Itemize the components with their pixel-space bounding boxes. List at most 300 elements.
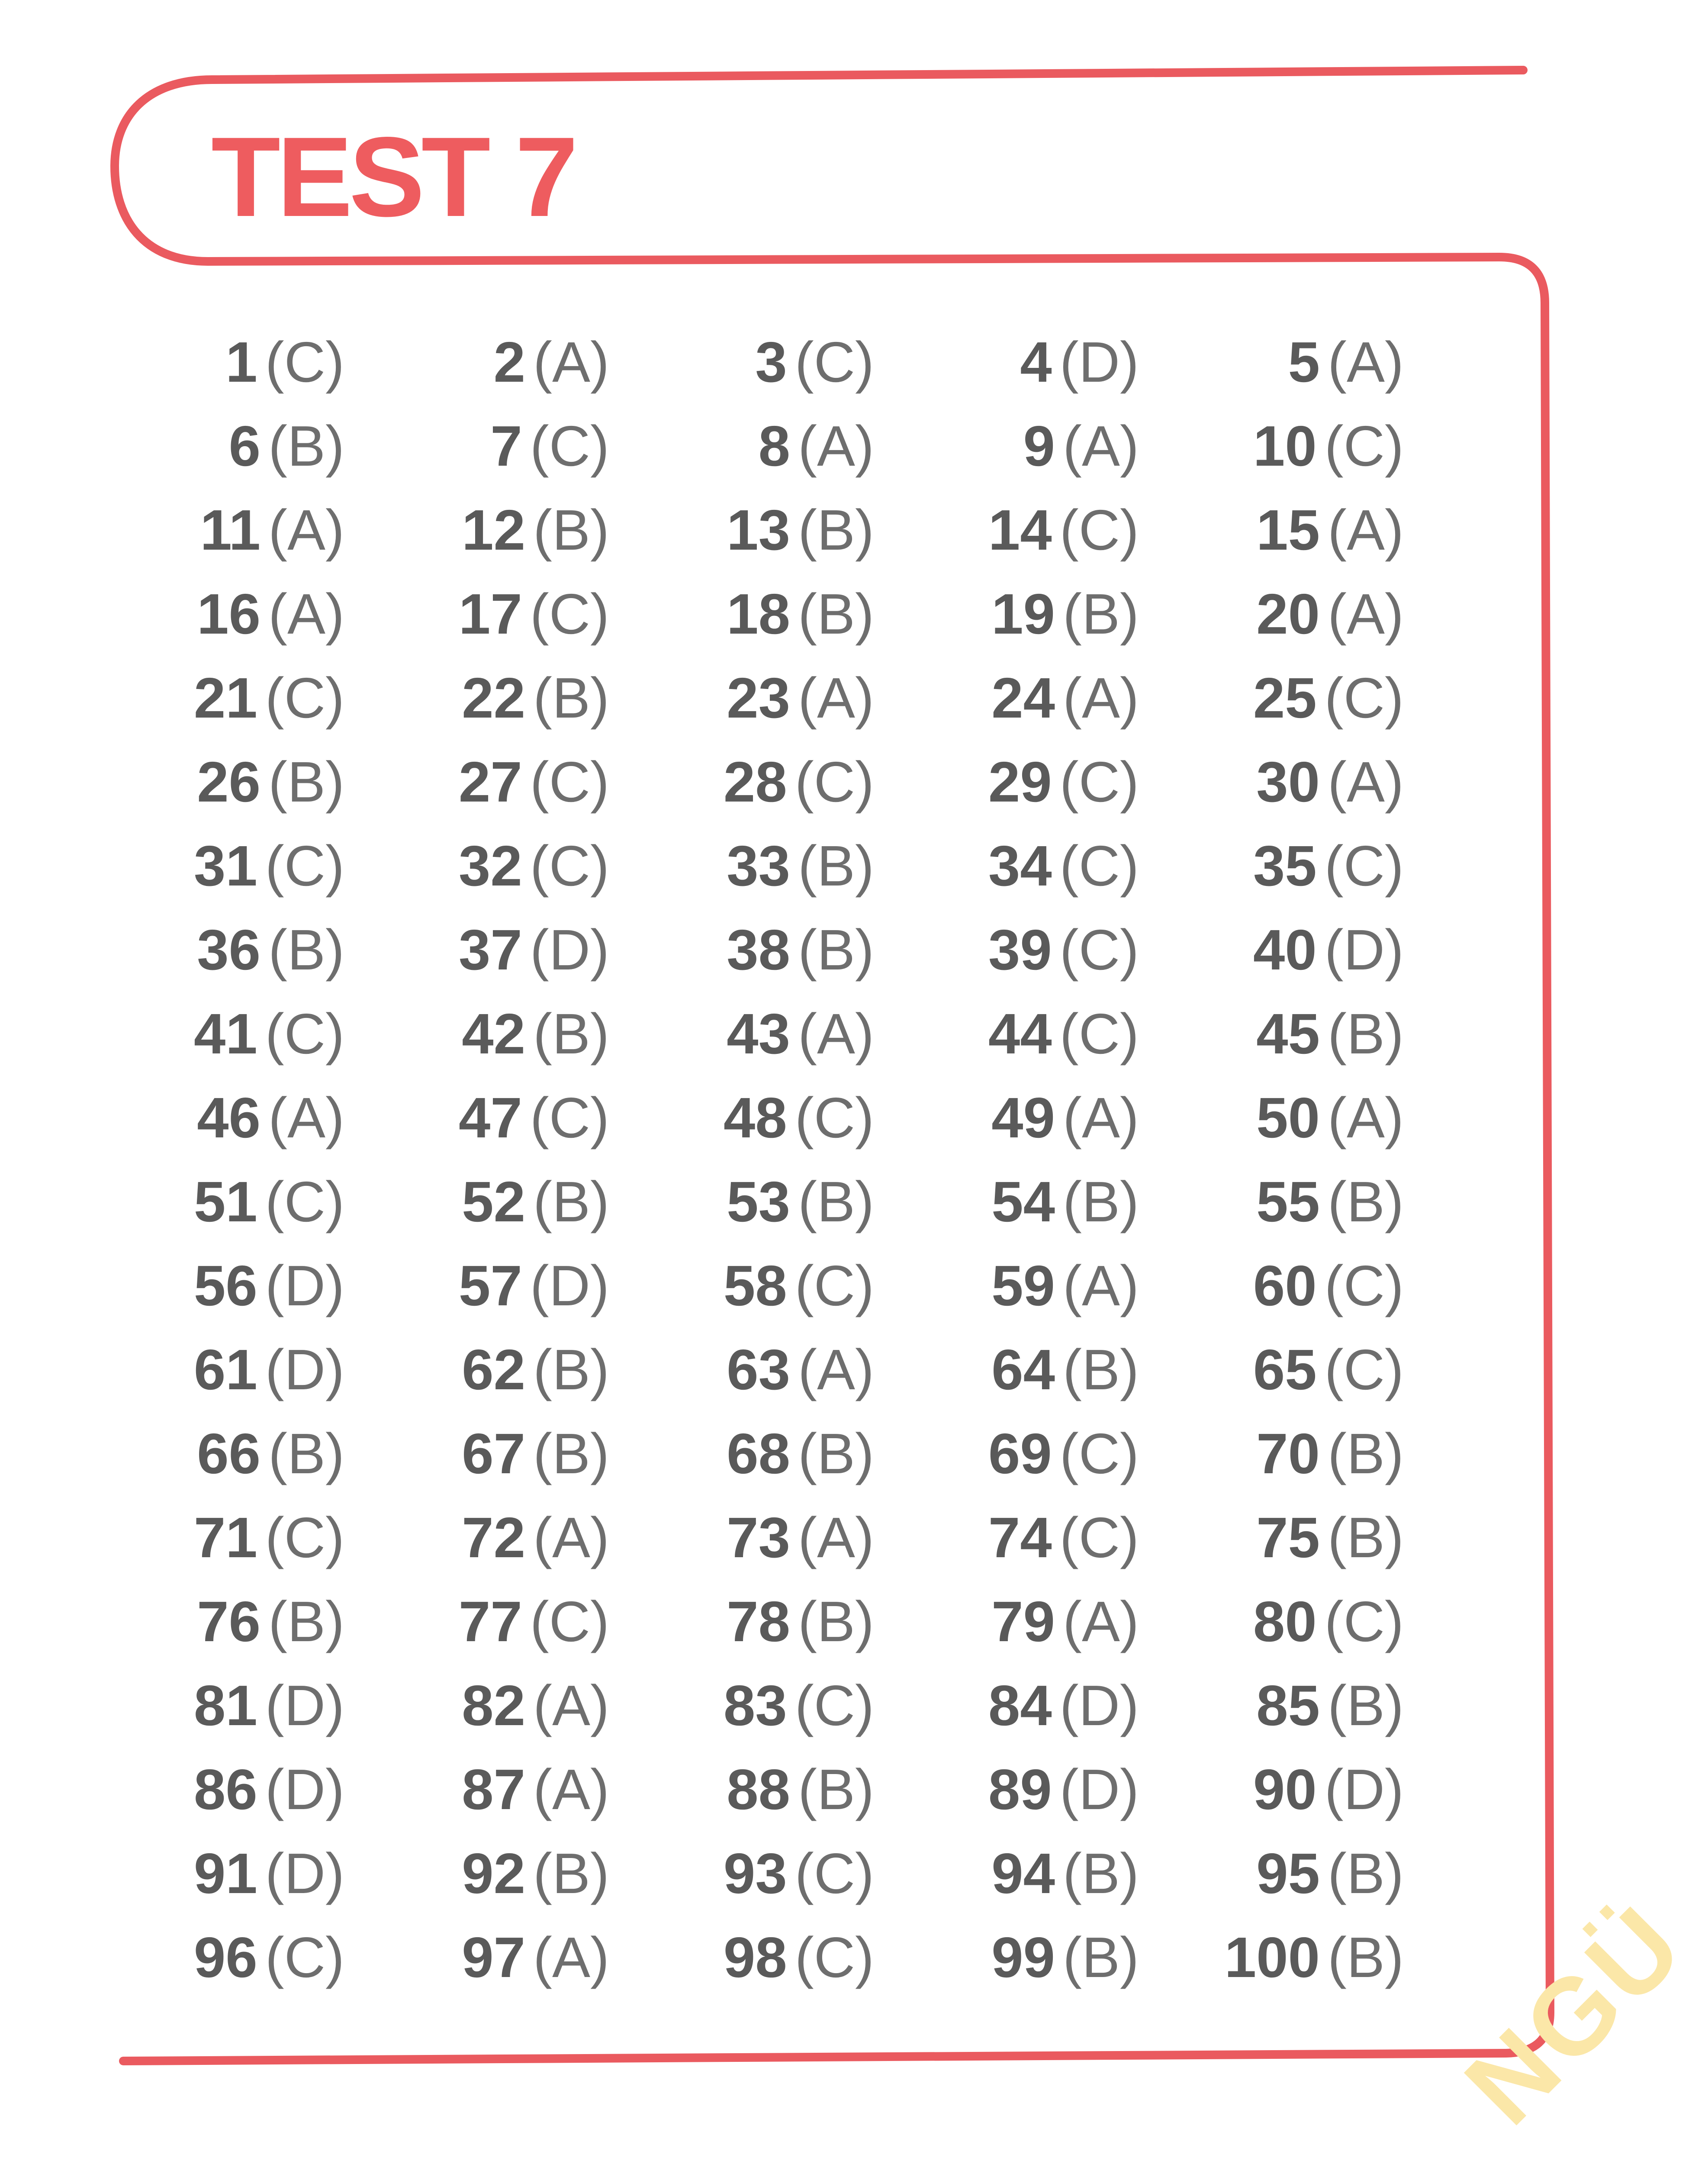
answer-item (421, 1832, 685, 1916)
answer-choice: (C) (794, 1842, 874, 1905)
answer-choice: (B) (268, 918, 344, 982)
answer-item (421, 740, 685, 824)
answer-choice: (B) (798, 498, 874, 562)
question-number: 46 (197, 1086, 261, 1150)
answer-item (1215, 1664, 1480, 1748)
question-number: 64 (991, 1338, 1055, 1401)
answer-item (685, 824, 950, 908)
answer-item (421, 1580, 685, 1664)
answer-choice: (A) (798, 1338, 874, 1401)
question-number: 30 (1256, 750, 1320, 814)
question-number: 66 (197, 1422, 261, 1485)
question-number: 99 (991, 1926, 1055, 1989)
answer-item (421, 1748, 685, 1832)
answer-choice: (D) (530, 918, 609, 982)
answer-item (1215, 824, 1480, 908)
question-number: 81 (193, 1674, 257, 1737)
question-number: 43 (727, 1002, 791, 1066)
answer-choice: (C) (1324, 1254, 1404, 1317)
question-number: 65 (1253, 1338, 1317, 1401)
answer-choice: (B) (1328, 1170, 1404, 1233)
answer-item (685, 1412, 950, 1496)
answer-choice: (A) (798, 1506, 874, 1569)
question-number: 96 (193, 1926, 257, 1989)
answer-choice: (C) (530, 1590, 609, 1653)
question-number: 13 (727, 498, 791, 562)
question-number: 94 (991, 1842, 1055, 1905)
question-number: 90 (1253, 1758, 1317, 1821)
answer-choice: (B) (1328, 1926, 1404, 1989)
answer-choice: (B) (533, 1842, 609, 1905)
question-number: 41 (193, 1002, 257, 1066)
answer-item (421, 1496, 685, 1580)
answer-choice: (C) (530, 414, 609, 478)
answer-item (421, 824, 685, 908)
answer-item (950, 1160, 1215, 1244)
question-number: 40 (1253, 918, 1317, 982)
answer-choice: (C) (1059, 1506, 1139, 1569)
answer-choice: (C) (794, 1926, 874, 1989)
answer-item (950, 1748, 1215, 1832)
answer-choice: (B) (1063, 1926, 1139, 1989)
answer-choice: (A) (1328, 582, 1404, 646)
question-number: 60 (1253, 1254, 1317, 1317)
answer-choice: (D) (1059, 330, 1139, 394)
question-number: 21 (193, 666, 257, 730)
answer-choice: (A) (533, 1758, 609, 1821)
answer-item (950, 908, 1215, 992)
answer-choice: (A) (1328, 498, 1404, 562)
answer-item (421, 908, 685, 992)
answer-choice: (C) (265, 330, 344, 394)
answer-choice: (A) (1328, 1086, 1404, 1150)
answer-item (685, 1244, 950, 1328)
page-title: TEST 7 (211, 113, 575, 240)
answer-choice: (A) (798, 414, 874, 478)
answer-choice: (D) (265, 1338, 344, 1401)
question-number: 3 (755, 330, 787, 394)
answer-choice: (C) (1059, 498, 1139, 562)
question-number: 20 (1256, 582, 1320, 646)
answer-choice: (B) (268, 414, 344, 478)
answer-choice: (B) (798, 1170, 874, 1233)
answer-choice: (A) (1063, 1254, 1139, 1317)
answer-item (685, 1832, 950, 1916)
question-number: 84 (988, 1674, 1052, 1737)
question-number: 29 (988, 750, 1052, 814)
question-number: 50 (1256, 1086, 1320, 1150)
answer-choice: (B) (1328, 1842, 1404, 1905)
answer-item (1215, 1244, 1480, 1328)
question-number: 88 (727, 1758, 791, 1821)
answer-item (1215, 908, 1480, 992)
answer-choice: (C) (1324, 834, 1404, 898)
answer-choice: (A) (533, 1506, 609, 1569)
question-number: 19 (991, 582, 1055, 646)
answer-choice: (C) (794, 1674, 874, 1737)
watermark: NGÜ (1442, 1882, 1707, 2147)
question-number: 89 (988, 1758, 1052, 1821)
answer-choice: (B) (533, 1170, 609, 1233)
question-number: 14 (988, 498, 1052, 562)
question-number: 71 (193, 1506, 257, 1569)
question-number: 18 (727, 582, 791, 646)
answer-item (1215, 1916, 1480, 2000)
answer-item (156, 656, 421, 740)
answer-item (950, 1496, 1215, 1580)
question-number: 51 (193, 1170, 257, 1233)
question-number: 75 (1256, 1506, 1320, 1569)
answer-item (156, 740, 421, 824)
answer-choice: (D) (1059, 1758, 1139, 1821)
answer-choice: (B) (798, 834, 874, 898)
answer-choice: (B) (268, 1422, 344, 1485)
answer-item (685, 1160, 950, 1244)
answer-choice: (C) (1059, 1002, 1139, 1066)
answer-choice: (A) (533, 1674, 609, 1737)
question-number: 16 (197, 582, 261, 646)
answer-choice: (B) (1328, 1002, 1404, 1066)
answer-item (1215, 1748, 1480, 1832)
answer-item (950, 740, 1215, 824)
question-number: 76 (197, 1590, 261, 1653)
question-number: 86 (193, 1758, 257, 1821)
question-number: 44 (988, 1002, 1052, 1066)
question-number: 28 (723, 750, 787, 814)
answer-item (1215, 320, 1480, 404)
answer-item (685, 1496, 950, 1580)
question-number: 27 (458, 750, 522, 814)
answer-choice: (B) (533, 666, 609, 730)
answer-item (156, 1160, 421, 1244)
answer-item (1215, 1328, 1480, 1412)
answer-choice: (B) (268, 750, 344, 814)
answer-choice: (D) (1324, 1758, 1404, 1821)
answer-choice: (C) (1059, 834, 1139, 898)
answer-item (1215, 1160, 1480, 1244)
answer-choice: (C) (1059, 918, 1139, 982)
answer-choice: (C) (265, 1926, 344, 1989)
question-number: 74 (988, 1506, 1052, 1569)
answer-item (421, 404, 685, 488)
answer-choice: (A) (1063, 666, 1139, 730)
answer-item (156, 1916, 421, 2000)
question-number: 6 (228, 414, 261, 478)
answer-choice: (C) (265, 666, 344, 730)
question-number: 25 (1253, 666, 1317, 730)
answer-choice: (B) (533, 1338, 609, 1401)
question-number: 47 (458, 1086, 522, 1150)
answer-item (156, 1412, 421, 1496)
answer-item (421, 488, 685, 572)
answer-item (421, 1244, 685, 1328)
answer-choice: (C) (530, 750, 609, 814)
answer-item (950, 1580, 1215, 1664)
question-number: 11 (200, 498, 261, 562)
answer-choice: (C) (794, 1086, 874, 1150)
answer-item (421, 1412, 685, 1496)
question-number: 36 (197, 918, 261, 982)
answer-choice: (C) (794, 330, 874, 394)
question-number: 82 (462, 1674, 526, 1737)
answer-choice: (A) (533, 1926, 609, 1989)
answer-choice: (C) (794, 1254, 874, 1317)
answer-choice: (C) (1059, 750, 1139, 814)
question-number: 87 (462, 1758, 526, 1821)
answer-choice: (C) (1324, 414, 1404, 478)
question-number: 56 (193, 1254, 257, 1317)
question-number: 95 (1256, 1842, 1320, 1905)
answer-item (685, 1328, 950, 1412)
question-number: 79 (991, 1590, 1055, 1653)
answer-item (421, 1916, 685, 2000)
answer-item (421, 1160, 685, 1244)
question-number: 7 (490, 414, 522, 478)
question-number: 4 (1020, 330, 1052, 394)
answer-choice: (D) (265, 1842, 344, 1905)
question-number: 63 (727, 1338, 791, 1401)
question-number: 83 (723, 1674, 787, 1737)
answer-choice: (A) (1063, 1086, 1139, 1150)
answer-item (1215, 656, 1480, 740)
question-number: 59 (991, 1254, 1055, 1317)
answer-choice: (C) (794, 750, 874, 814)
answer-item (950, 320, 1215, 404)
question-number: 91 (193, 1842, 257, 1905)
answer-choice: (A) (1063, 414, 1139, 478)
answer-choice: (C) (265, 1170, 344, 1233)
question-number: 34 (988, 834, 1052, 898)
answer-choice: (B) (533, 1422, 609, 1485)
question-number: 98 (723, 1926, 787, 1989)
question-number: 42 (462, 1002, 526, 1066)
question-number: 58 (723, 1254, 787, 1317)
question-number: 69 (988, 1422, 1052, 1485)
answer-choice: (B) (268, 1590, 344, 1653)
answer-item (156, 1496, 421, 1580)
answer-item (950, 1832, 1215, 1916)
question-number: 68 (727, 1422, 791, 1485)
question-number: 72 (462, 1506, 526, 1569)
answer-choice: (C) (1324, 1590, 1404, 1653)
answer-item (950, 1244, 1215, 1328)
answer-item (950, 572, 1215, 656)
answer-choice: (B) (1063, 1842, 1139, 1905)
answer-choice: (C) (265, 1002, 344, 1066)
question-number: 54 (991, 1170, 1055, 1233)
answer-item (950, 824, 1215, 908)
answer-item (156, 1076, 421, 1160)
answer-item (1215, 740, 1480, 824)
answer-item (685, 1580, 950, 1664)
question-number: 37 (458, 918, 522, 982)
question-number: 32 (458, 834, 522, 898)
question-number: 61 (193, 1338, 257, 1401)
answer-item (685, 656, 950, 740)
answer-choice: (D) (265, 1254, 344, 1317)
answer-choice: (A) (1063, 1590, 1139, 1653)
question-number: 24 (991, 666, 1055, 730)
answer-choice: (D) (265, 1674, 344, 1737)
answer-item (950, 488, 1215, 572)
answer-item (421, 992, 685, 1076)
answer-item (156, 572, 421, 656)
answer-item (685, 1664, 950, 1748)
answer-item (950, 1664, 1215, 1748)
answer-item (685, 320, 950, 404)
question-number: 57 (458, 1254, 522, 1317)
answer-item (156, 488, 421, 572)
answer-choice: (B) (1328, 1674, 1404, 1737)
question-number: 78 (727, 1590, 791, 1653)
question-number: 5 (1288, 330, 1320, 394)
answer-item (421, 1076, 685, 1160)
answer-item (685, 572, 950, 656)
answer-choice: (C) (265, 834, 344, 898)
question-number: 10 (1253, 414, 1317, 478)
answer-choice: (C) (1324, 666, 1404, 730)
answer-choice: (C) (1324, 1338, 1404, 1401)
answer-item (421, 320, 685, 404)
question-number: 15 (1256, 498, 1320, 562)
answer-choice: (B) (1328, 1506, 1404, 1569)
question-number: 67 (462, 1422, 526, 1485)
answer-choice: (B) (798, 582, 874, 646)
question-number: 9 (1023, 414, 1055, 478)
answer-item (685, 1916, 950, 2000)
answer-item (156, 404, 421, 488)
question-number: 80 (1253, 1590, 1317, 1653)
answer-choice: (A) (268, 1086, 344, 1150)
answer-choice: (D) (1059, 1674, 1139, 1737)
answer-item (421, 1328, 685, 1412)
question-number: 22 (462, 666, 526, 730)
answer-item (685, 1748, 950, 1832)
answer-choice: (B) (1063, 582, 1139, 646)
answer-choice: (D) (265, 1758, 344, 1821)
answer-choice: (B) (798, 1422, 874, 1485)
answer-choice: (B) (798, 918, 874, 982)
question-number: 93 (723, 1842, 787, 1905)
answer-choice: (B) (798, 1758, 874, 1821)
answer-grid (156, 320, 1480, 2000)
answer-item (1215, 1580, 1480, 1664)
answer-choice: (A) (1328, 750, 1404, 814)
answer-item (685, 908, 950, 992)
answer-choice: (C) (265, 1506, 344, 1569)
question-number: 97 (462, 1926, 526, 1989)
question-number: 100 (1224, 1926, 1320, 1989)
question-number: 48 (723, 1086, 787, 1150)
answer-item (685, 740, 950, 824)
question-number: 70 (1256, 1422, 1320, 1485)
answer-choice: (B) (1328, 1422, 1404, 1485)
question-number: 77 (458, 1590, 522, 1653)
answer-item (1215, 572, 1480, 656)
answer-choice: (A) (798, 666, 874, 730)
answer-item (156, 1328, 421, 1412)
answer-item (950, 656, 1215, 740)
answer-item (1215, 404, 1480, 488)
answer-choice: (B) (798, 1590, 874, 1653)
answer-choice: (A) (268, 582, 344, 646)
answer-item (950, 1328, 1215, 1412)
answer-item (685, 488, 950, 572)
answer-item (156, 824, 421, 908)
question-number: 23 (727, 666, 791, 730)
answer-choice: (D) (1324, 918, 1404, 982)
answer-choice: (D) (530, 1254, 609, 1317)
answer-choice: (B) (1063, 1170, 1139, 1233)
answer-choice: (C) (530, 834, 609, 898)
question-number: 35 (1253, 834, 1317, 898)
question-number: 53 (727, 1170, 791, 1233)
question-number: 92 (462, 1842, 526, 1905)
question-number: 2 (493, 330, 526, 394)
question-number: 45 (1256, 1002, 1320, 1066)
answer-item (1215, 992, 1480, 1076)
answer-item (156, 1580, 421, 1664)
answer-item (156, 320, 421, 404)
question-number: 33 (727, 834, 791, 898)
answer-item (950, 1076, 1215, 1160)
question-number: 49 (991, 1086, 1055, 1150)
answer-item (950, 992, 1215, 1076)
question-number: 55 (1256, 1170, 1320, 1233)
answer-item (685, 1076, 950, 1160)
question-number: 26 (197, 750, 261, 814)
answer-item (1215, 488, 1480, 572)
answer-choice: (A) (1328, 330, 1404, 394)
answer-item (156, 1832, 421, 1916)
question-number: 73 (727, 1506, 791, 1569)
question-number: 38 (727, 918, 791, 982)
answer-item (950, 1412, 1215, 1496)
answer-item (421, 656, 685, 740)
answer-choice: (A) (268, 498, 344, 562)
answer-item (156, 1664, 421, 1748)
answer-choice: (B) (533, 1002, 609, 1066)
question-number: 31 (193, 834, 257, 898)
answer-item (1215, 1412, 1480, 1496)
question-number: 39 (988, 918, 1052, 982)
answer-item (685, 404, 950, 488)
answer-item (156, 908, 421, 992)
answer-item (156, 992, 421, 1076)
answer-choice: (B) (533, 498, 609, 562)
question-number: 17 (458, 582, 522, 646)
answer-item (421, 572, 685, 656)
answer-choice: (B) (1063, 1338, 1139, 1401)
answer-item (950, 404, 1215, 488)
answer-item (156, 1748, 421, 1832)
answer-choice: (A) (798, 1002, 874, 1066)
question-number: 12 (462, 498, 526, 562)
question-number: 52 (462, 1170, 526, 1233)
answer-item (156, 1244, 421, 1328)
question-number: 1 (225, 330, 257, 394)
answer-choice: (C) (1059, 1422, 1139, 1485)
answer-item (1215, 1832, 1480, 1916)
answer-item (1215, 1076, 1480, 1160)
answer-item (950, 1916, 1215, 2000)
answer-choice: (C) (530, 582, 609, 646)
question-number: 85 (1256, 1674, 1320, 1737)
answer-choice: (A) (533, 330, 609, 394)
question-number: 62 (462, 1338, 526, 1401)
answer-choice: (C) (530, 1086, 609, 1150)
answer-item (685, 992, 950, 1076)
